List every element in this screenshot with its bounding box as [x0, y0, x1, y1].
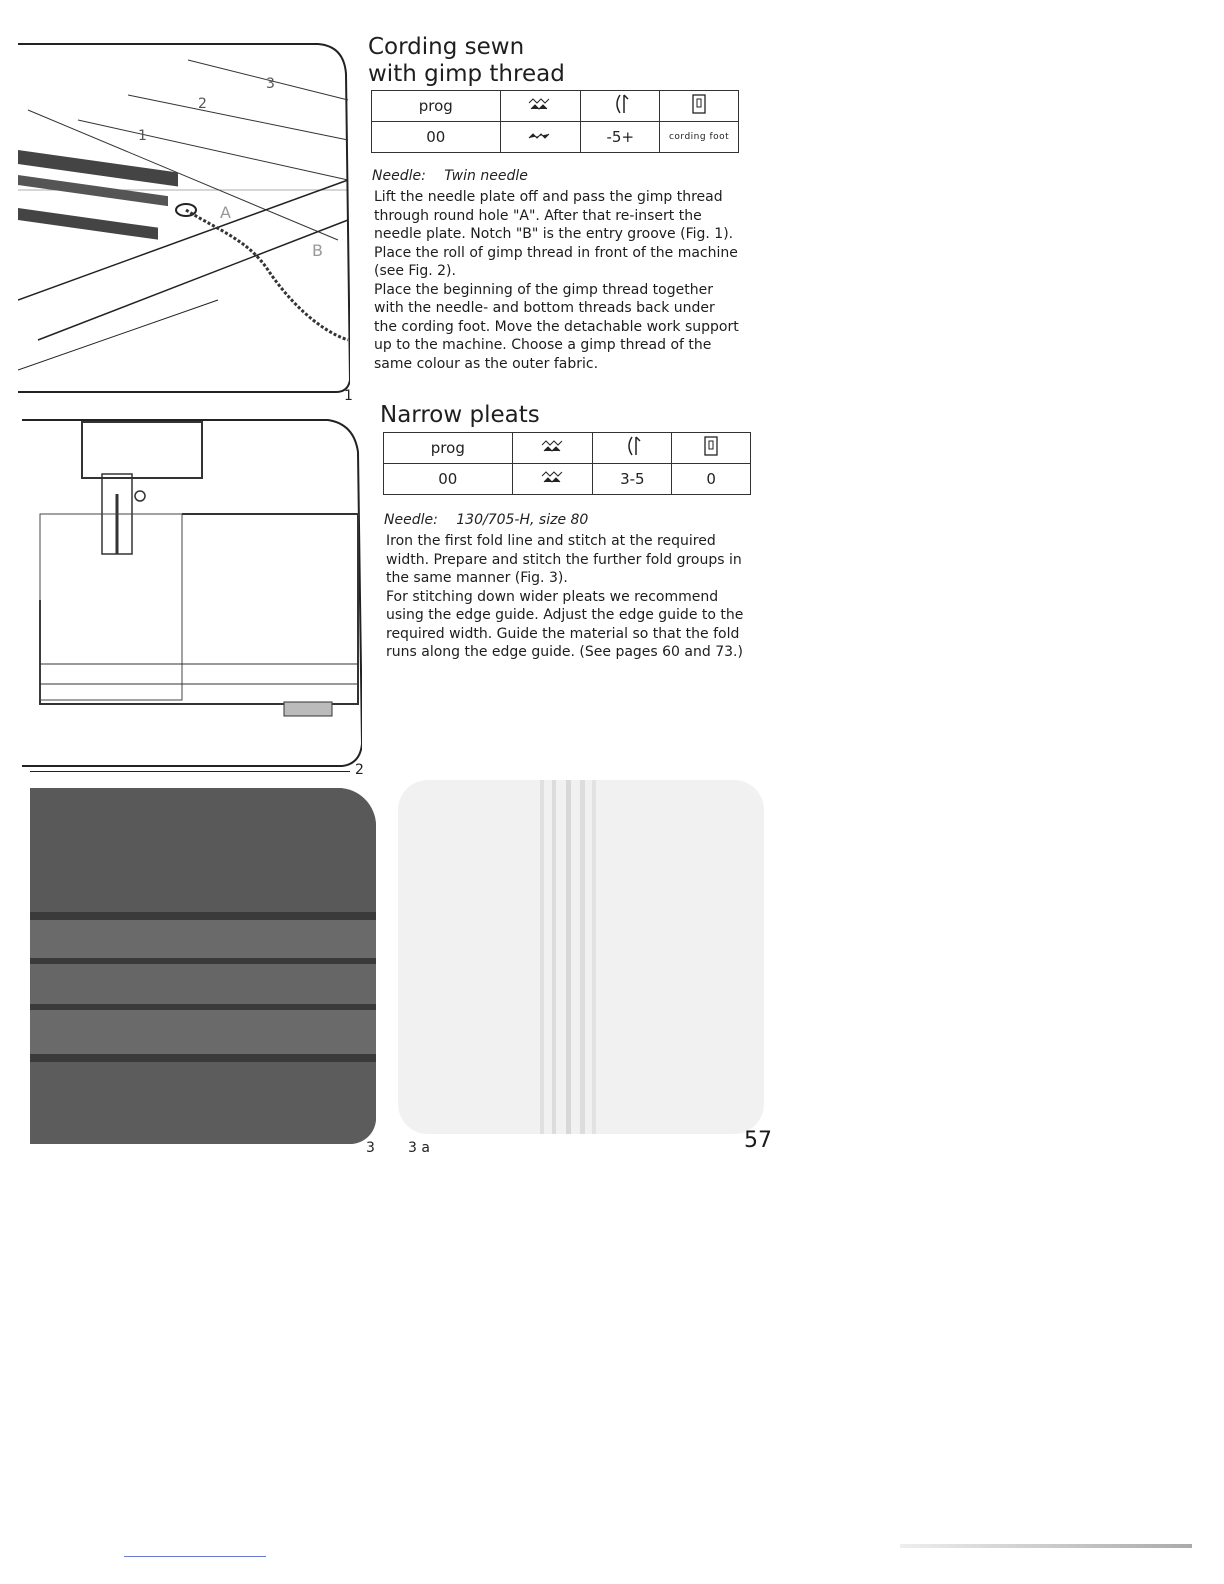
figure-3-pleats-photo	[30, 788, 376, 1144]
label-b: B	[312, 241, 323, 260]
needle-value: Twin needle	[444, 168, 528, 184]
paragraph: Place the beginning of the gimp thread together with the needle- and bottom threads back under the cording foot. Move the detachable work support up to the machine. Choose a gimp thread of the same colour as the outer fabric.	[374, 281, 739, 372]
section-title-line2: with gimp thread	[368, 61, 565, 87]
figure-3a-number: 3 a	[408, 1140, 430, 1156]
cording-settings-table	[371, 90, 739, 153]
width-value: -5+	[581, 122, 660, 153]
plate-mark-3: 3	[266, 76, 275, 92]
needle-spec-2	[384, 512, 588, 528]
section-title-line1: Cording sewn	[368, 34, 525, 60]
paragraph: Iron the first fold line and stitch at the required width. Prepare and stitch the further fold groups in the same manner (Fig. 3).	[386, 533, 742, 586]
figure-3a-pleats-photo	[398, 780, 764, 1134]
section-narrow-pleats	[380, 402, 760, 429]
width-value: 3-5	[593, 464, 672, 495]
pleats-instructions	[386, 532, 754, 662]
stitch-pattern-icon	[500, 91, 581, 122]
paragraph: For stitching down wider pleats we recommend using the edge guide. Adjust the edge guide to the required width. Guide the material so that the fold runs along the edge guide. (See pages 60 and 73.)	[386, 588, 744, 660]
section-title: Narrow pleats	[380, 402, 540, 428]
plate-mark-1: 1	[138, 128, 147, 144]
needle-plate-illustration	[18, 40, 350, 396]
stitch-width-icon	[593, 433, 672, 464]
needle-value: 130/705-H, size 80	[456, 512, 589, 528]
stitch-value-icon	[500, 122, 581, 153]
figure-2-number: 2	[355, 762, 364, 778]
figure-2-sewing-machine	[22, 414, 362, 770]
foot-value: cording foot	[660, 122, 739, 153]
paragraph: Lift the needle plate off and pass the gimp thread through round hole "A". After that re-insert the needle plate. Notch "B" is the entry groove (Fig. 1). Place the roll of gimp thread in front of the machine (see Fig. 2).	[374, 189, 738, 279]
section-cording	[368, 34, 768, 88]
needle-spec-1	[372, 168, 528, 184]
figure-3-number: 3	[366, 1140, 375, 1156]
page-number: 57	[744, 1128, 772, 1153]
plate-mark-2: 2	[198, 96, 207, 112]
prog-value: 00	[384, 464, 513, 495]
prog-value: 00	[372, 122, 501, 153]
stitch-width-icon	[581, 91, 660, 122]
scan-edge	[900, 1544, 1192, 1548]
foot-value: 0	[672, 464, 751, 495]
divider	[30, 771, 350, 772]
prog-header: prog	[372, 91, 501, 122]
label-a: A	[220, 203, 231, 222]
figure-1-needle-plate	[18, 40, 350, 396]
stitch-pattern-icon	[512, 433, 593, 464]
prog-header: prog	[384, 433, 513, 464]
stitch-value-icon	[512, 464, 593, 495]
cording-instructions	[374, 188, 742, 373]
scan-line	[124, 1556, 266, 1557]
sewing-machine-illustration	[22, 414, 362, 770]
pleats-settings-table	[383, 432, 751, 495]
figure-1-number: 1	[344, 388, 353, 404]
presser-foot-icon	[660, 91, 739, 122]
presser-foot-icon	[672, 433, 751, 464]
needle-label: Needle:	[372, 168, 426, 184]
needle-label: Needle:	[384, 512, 438, 528]
